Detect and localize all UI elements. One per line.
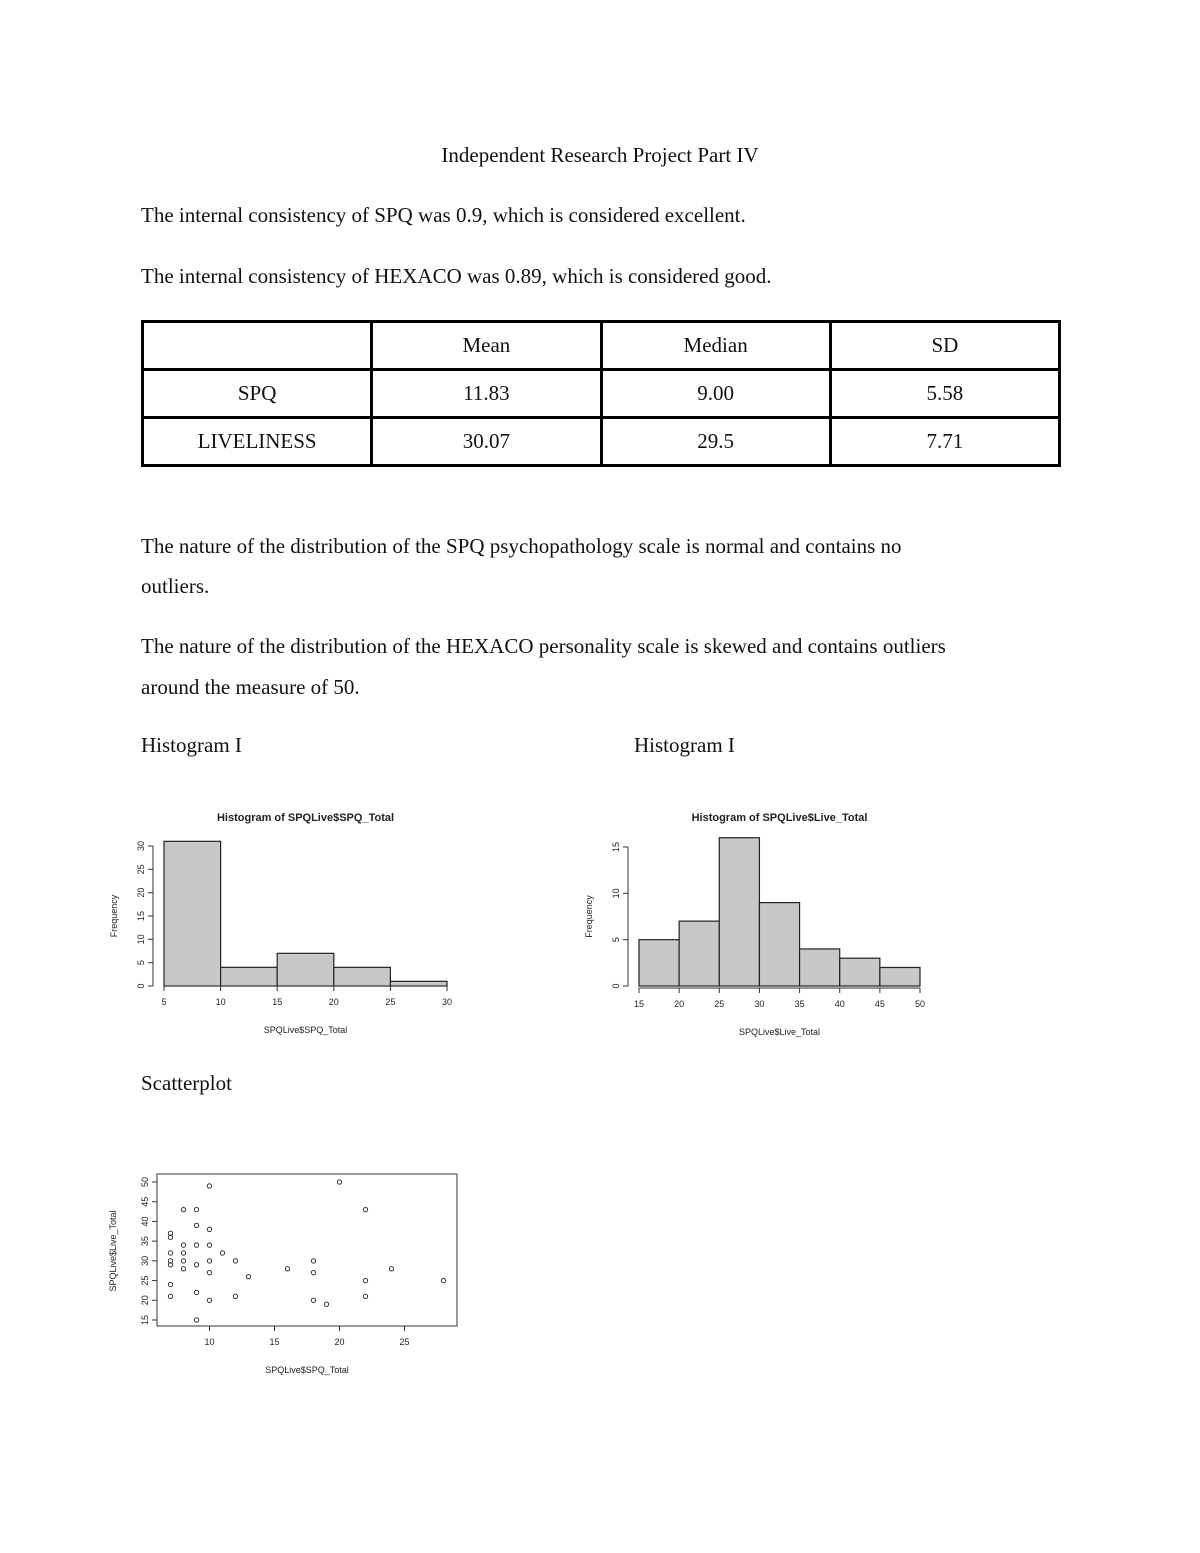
hexaco-distribution-text-line1: The nature of the distribution of the HEXACO personality scale is skewed and contains outliers <box>141 634 946 658</box>
scatter-point <box>194 1223 198 1227</box>
y-tick-label: 30 <box>136 840 146 852</box>
chart-title: Histogram of SPQLive$SPQ_Total <box>216 812 395 824</box>
scatter-point <box>207 1184 211 1188</box>
scatter-point <box>168 1282 172 1286</box>
spq-distribution-text-line2: outliers. <box>141 574 210 598</box>
y-axis-label: Frequency <box>109 894 119 938</box>
scatter-point <box>194 1243 198 1247</box>
x-axis-label: SPQLive$SPQ_Total <box>263 1025 348 1035</box>
table-cell: 5.58 <box>830 370 1059 418</box>
x-tick-label: 30 <box>754 999 765 1009</box>
x-tick-label: 50 <box>914 999 926 1009</box>
y-tick-label: 5 <box>136 960 146 966</box>
y-tick-label: 0 <box>136 983 146 989</box>
scatterplot-chart <box>100 1160 470 1380</box>
hexaco-distribution-text-line2: around the measure of 50. <box>141 675 360 699</box>
x-tick-label: 40 <box>834 999 845 1009</box>
histogram-1-label: Histogram I <box>141 733 242 757</box>
y-tick-label: 15 <box>140 1314 150 1326</box>
chart-title: Histogram of SPQLive$Live_Total <box>691 812 868 824</box>
x-tick-label: 25 <box>714 999 725 1009</box>
scatter-point <box>285 1267 289 1271</box>
x-tick-label: 15 <box>633 999 645 1009</box>
scatter-point <box>194 1207 198 1211</box>
histogram-bar <box>639 940 679 986</box>
spq-consistency-text: The internal consistency of SPQ was 0.9, which is considered excellent. <box>141 203 746 227</box>
y-tick-label: 40 <box>140 1216 150 1227</box>
x-tick-label: 20 <box>334 1337 345 1347</box>
scatter-point <box>181 1259 185 1263</box>
scatter-point <box>389 1267 393 1271</box>
table-cell: 9.00 <box>601 370 830 418</box>
histogram-bar <box>277 953 334 986</box>
histogram-bar <box>679 921 719 986</box>
y-axis-label: Frequency <box>584 895 594 938</box>
table-cell: 7.71 <box>830 418 1059 466</box>
x-tick-label: 20 <box>328 997 339 1007</box>
scatter-point <box>233 1259 237 1263</box>
descriptive-stats-table <box>141 320 1061 467</box>
table-cell: 29.5 <box>601 418 830 466</box>
x-tick-label: 10 <box>215 997 226 1007</box>
table-row <box>143 370 1060 418</box>
histogram-bar <box>334 967 391 986</box>
scatter-point <box>194 1290 198 1294</box>
histogram-bar <box>164 841 221 986</box>
x-tick-label: 45 <box>874 999 885 1009</box>
scatter-point <box>181 1267 185 1271</box>
scatter-point <box>246 1274 250 1278</box>
table-header-mean: Mean <box>372 322 601 370</box>
scatter-point <box>363 1278 367 1282</box>
histogram-bar <box>759 903 799 986</box>
scatter-point <box>220 1251 224 1255</box>
table-cell: 11.83 <box>372 370 601 418</box>
y-tick-label: 45 <box>140 1196 150 1207</box>
table-row-label: LIVELINESS <box>143 418 372 466</box>
table-cell: 30.07 <box>372 418 601 466</box>
y-tick-label: 0 <box>611 983 621 989</box>
scatter-point <box>311 1298 315 1302</box>
scatter-point <box>233 1294 237 1298</box>
x-tick-label: 15 <box>272 997 283 1007</box>
y-tick-label: 30 <box>140 1255 150 1266</box>
y-tick-label: 20 <box>136 887 146 898</box>
spq-distribution-text-line1: The nature of the distribution of the SPQ psychopathology scale is normal and contains no <box>141 534 902 558</box>
x-tick-label: 25 <box>399 1337 410 1347</box>
scatter-point <box>194 1318 198 1322</box>
x-tick-label: 35 <box>794 999 805 1009</box>
y-tick-label: 25 <box>136 864 146 875</box>
histogram-2-label: Histogram I <box>634 733 735 757</box>
table-row <box>143 418 1060 466</box>
histogram-bar <box>840 958 880 986</box>
x-tick-label: 10 <box>204 1337 215 1347</box>
scatter-point <box>311 1270 315 1274</box>
table-header-row <box>143 322 1060 370</box>
x-tick-label: 5 <box>161 997 167 1007</box>
scatter-point <box>168 1251 172 1255</box>
plot-frame <box>157 1174 457 1326</box>
y-tick-label: 10 <box>136 934 146 945</box>
histogram-bar <box>390 981 447 986</box>
scatter-point <box>311 1259 315 1263</box>
scatter-point <box>194 1263 198 1267</box>
scatter-point <box>168 1294 172 1298</box>
table-header-sd: SD <box>830 322 1059 370</box>
y-tick-label: 20 <box>140 1295 150 1306</box>
scatter-point <box>324 1302 328 1306</box>
histogram-bar <box>221 967 278 986</box>
x-tick-label: 20 <box>674 999 685 1009</box>
y-axis-label: SPQLive$Live_Total <box>108 1210 118 1292</box>
y-tick-label: 15 <box>136 910 146 922</box>
scatter-point <box>181 1207 185 1211</box>
table-cell <box>143 322 372 370</box>
y-tick-label: 15 <box>611 841 621 853</box>
y-tick-label: 5 <box>611 937 621 943</box>
hexaco-consistency-text: The internal consistency of HEXACO was 0.89, which is considered good. <box>141 264 772 288</box>
y-tick-label: 35 <box>140 1236 150 1247</box>
histogram-live-chart <box>575 800 945 1050</box>
scatter-point <box>207 1227 211 1231</box>
scatter-point <box>441 1278 445 1282</box>
scatter-point <box>363 1207 367 1211</box>
histogram-bar <box>719 838 759 986</box>
histogram-bar <box>880 967 920 986</box>
histogram-spq-chart <box>100 800 470 1050</box>
y-tick-label: 25 <box>140 1275 150 1286</box>
scatter-point <box>363 1294 367 1298</box>
scatter-point <box>207 1243 211 1247</box>
x-axis-label: SPQLive$Live_Total <box>738 1027 821 1037</box>
scatter-point <box>207 1298 211 1302</box>
histogram-bar <box>800 949 840 986</box>
scatter-point <box>181 1251 185 1255</box>
x-tick-label: 25 <box>385 997 396 1007</box>
y-tick-label: 10 <box>611 888 621 899</box>
scatter-point <box>337 1180 341 1184</box>
scatterplot-label: Scatterplot <box>141 1071 232 1095</box>
y-tick-label: 50 <box>140 1176 150 1188</box>
x-tick-label: 15 <box>269 1337 280 1347</box>
document-title: Independent Research Project Part IV <box>441 143 759 167</box>
scatter-point <box>207 1259 211 1263</box>
x-axis-label: SPQLive$SPQ_Total <box>265 1365 349 1375</box>
table-row-label: SPQ <box>143 370 372 418</box>
scatter-point <box>207 1270 211 1274</box>
scatter-point <box>181 1243 185 1247</box>
table-header-median: Median <box>601 322 830 370</box>
x-tick-label: 30 <box>441 997 453 1007</box>
